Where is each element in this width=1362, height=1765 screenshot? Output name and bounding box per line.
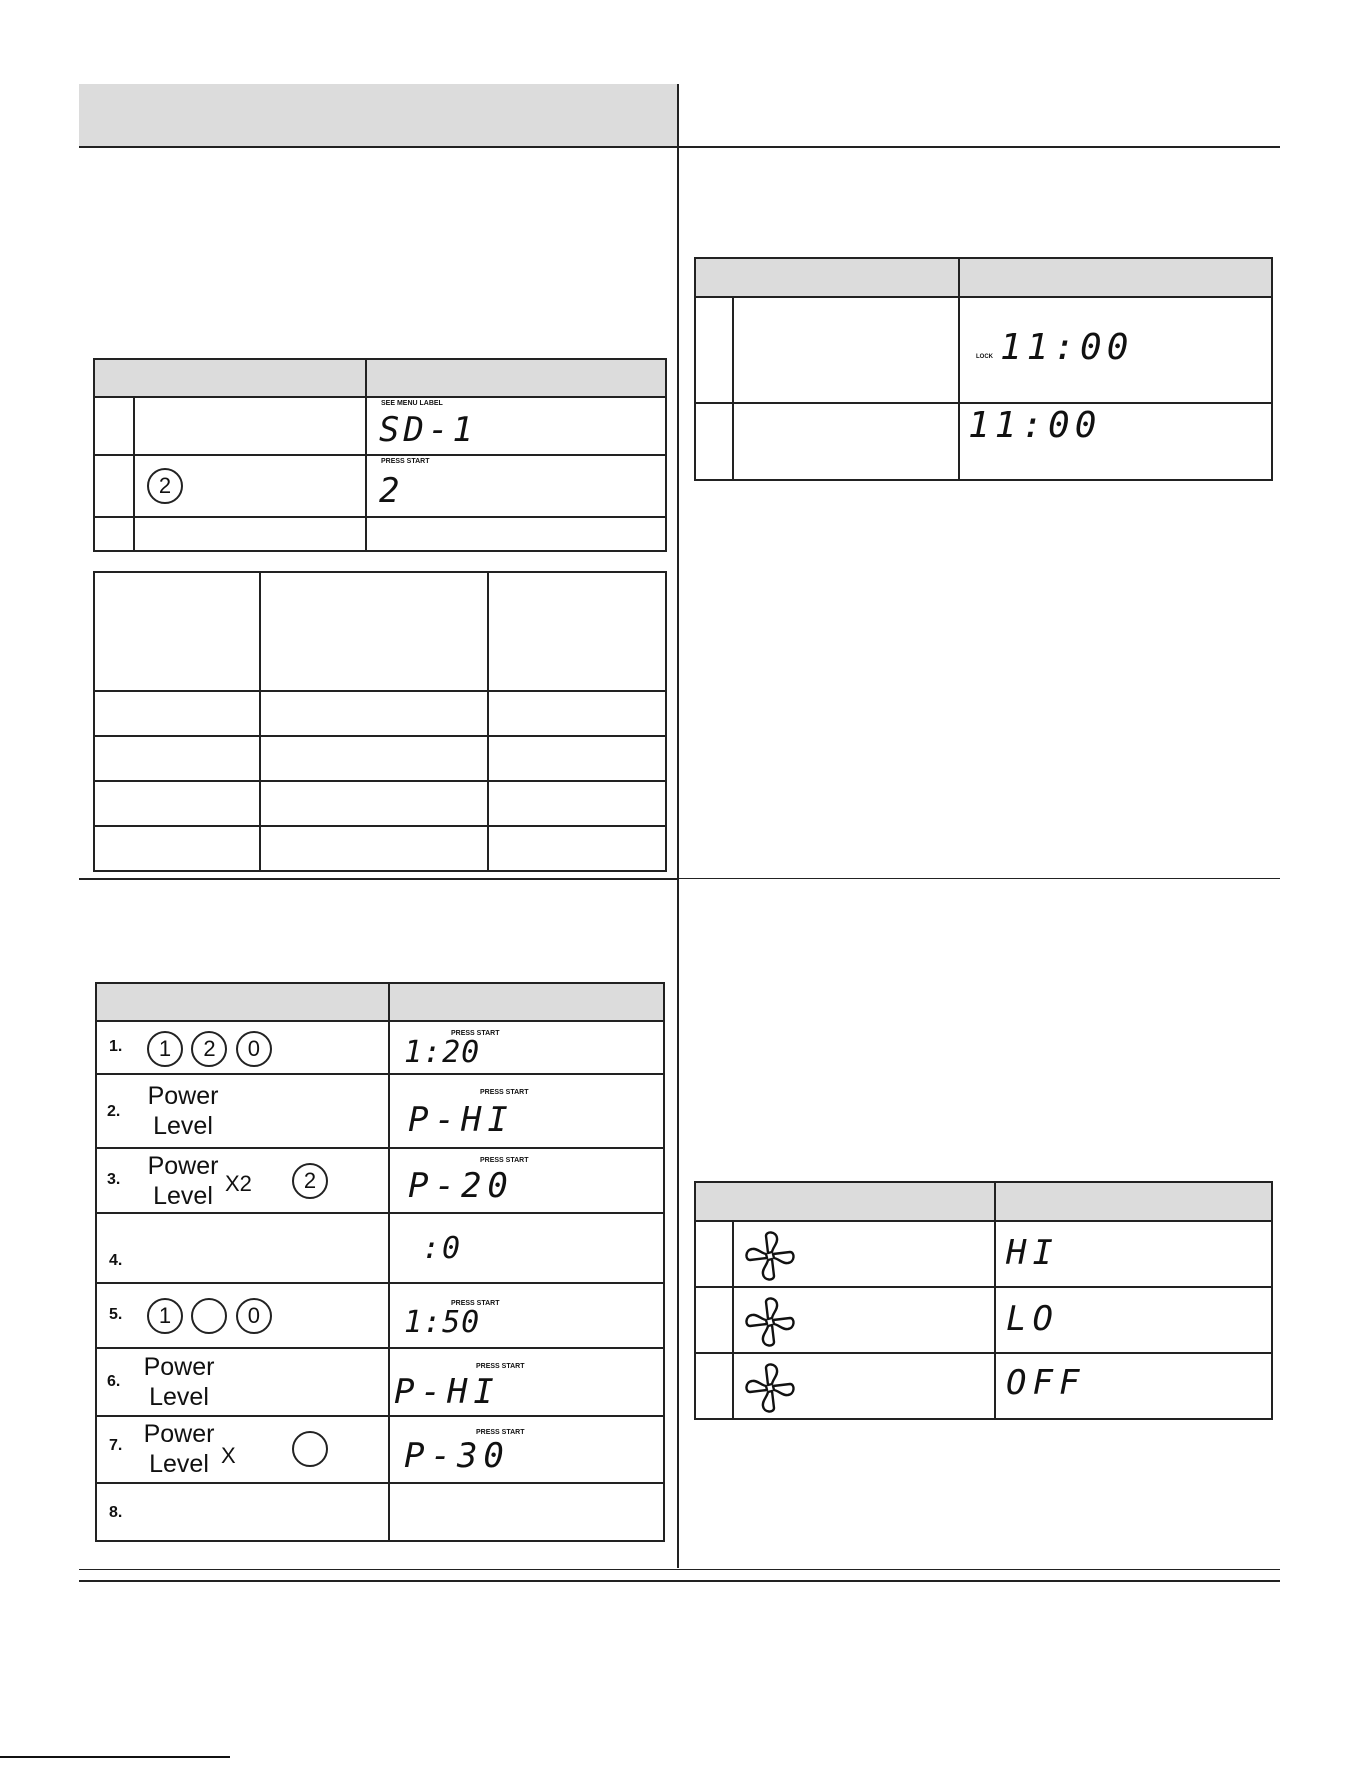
- keypad-button-1[interactable]: 1: [147, 1298, 183, 1334]
- power-level-button[interactable]: Power Level: [147, 1152, 219, 1210]
- multiplier-label: X: [221, 1443, 236, 1468]
- section-header-bar: [79, 84, 677, 147]
- lcd-caption: PRESS START: [381, 458, 430, 465]
- table-row: [96, 1416, 664, 1483]
- lcd-caption: PRESS START: [476, 1363, 525, 1370]
- lcd-display: [389, 1283, 664, 1348]
- lcd-readout: OFF: [1006, 1363, 1086, 1403]
- step-number: 2.: [107, 1103, 121, 1120]
- lcd-display: [389, 1148, 664, 1213]
- step-number: 6.: [107, 1373, 121, 1390]
- table-b: [694, 257, 1273, 481]
- keypad-button-2[interactable]: 2: [191, 1031, 227, 1067]
- table-row: [96, 1074, 664, 1148]
- lcd-display: [389, 1416, 664, 1483]
- table-row: [94, 455, 666, 517]
- lcd-readout: 1:20: [404, 1035, 481, 1070]
- bottom-rule-2: [79, 1580, 1280, 1582]
- lcd-display: [389, 1021, 664, 1074]
- lcd-readout: P-HI: [408, 1100, 514, 1140]
- table-row: [94, 826, 666, 871]
- step-number: 8.: [109, 1504, 123, 1521]
- footer-edge: [0, 1756, 230, 1758]
- lcd-readout: 11:00: [968, 405, 1102, 446]
- lcd-readout: 1:50: [404, 1305, 481, 1340]
- lcd-caption: PRESS START: [480, 1157, 529, 1164]
- table-row: [96, 1283, 664, 1348]
- keypad-button-blank[interactable]: [292, 1431, 328, 1467]
- keypad-button-0[interactable]: 0: [236, 1298, 272, 1334]
- table-row: [94, 736, 666, 781]
- table-a-header-left: [94, 359, 366, 397]
- keypad-button-2[interactable]: 2: [147, 468, 183, 504]
- bottom-rule-1: [79, 1569, 1280, 1570]
- table-a: [93, 358, 667, 552]
- table-row: [94, 781, 666, 826]
- column-divider: [677, 148, 679, 1568]
- lcd-readout: SD-1: [379, 410, 477, 450]
- table-row: [695, 1221, 1272, 1287]
- table-row: [96, 1021, 664, 1074]
- keypad-button-2[interactable]: 2: [292, 1163, 328, 1199]
- lcd-readout: HI: [1006, 1233, 1059, 1273]
- keypad-button-0[interactable]: 0: [236, 1031, 272, 1067]
- table-a-header: [94, 359, 666, 397]
- table-c-header: [96, 983, 664, 1021]
- table-a-header-right: [366, 359, 666, 397]
- step-number: 3.: [107, 1171, 121, 1188]
- header-rule: [79, 146, 1280, 148]
- lcd-caption: PRESS START: [476, 1429, 525, 1436]
- lcd-caption: SEE MENU LABEL: [381, 400, 443, 407]
- keypad-button-1[interactable]: 1: [147, 1031, 183, 1067]
- table-d: [694, 1181, 1273, 1420]
- lcd-readout: 2: [379, 471, 404, 511]
- table-row: [94, 517, 666, 551]
- lcd-caption: PRESS START: [451, 1030, 500, 1037]
- lcd-caption: LOCK: [976, 354, 993, 360]
- lcd-display: [389, 1213, 664, 1283]
- step-number: 1.: [109, 1038, 123, 1055]
- fan-icon[interactable]: [744, 1230, 796, 1282]
- lcd-caption: PRESS START: [451, 1300, 500, 1307]
- table-d-header: [695, 1182, 1272, 1221]
- lcd-readout: P-HI: [394, 1372, 500, 1412]
- table-row: [695, 1287, 1272, 1353]
- lcd-display: [389, 1348, 664, 1416]
- lcd-display: [995, 1221, 1272, 1287]
- table-c: [95, 982, 665, 1542]
- lcd-display: [959, 297, 1272, 403]
- fan-icon[interactable]: [744, 1296, 796, 1348]
- mid-rule-left: [79, 878, 677, 880]
- multiplier-label: X2: [225, 1171, 252, 1196]
- keypad-button-blank[interactable]: [191, 1298, 227, 1334]
- lcd-readout: 11:00: [1000, 327, 1134, 368]
- lcd-readout: P-20: [408, 1166, 514, 1206]
- table-b-header: [695, 258, 1272, 297]
- power-level-button[interactable]: Power Level: [143, 1420, 215, 1478]
- table-a2: [93, 571, 667, 872]
- table-row: [96, 1148, 664, 1213]
- mid-rule-right: [679, 878, 1280, 879]
- lcd-display: [389, 1074, 664, 1148]
- table-a2-header: [94, 572, 666, 691]
- lcd-display: [995, 1353, 1272, 1419]
- lcd-readout: LO: [1006, 1299, 1059, 1339]
- column-divider-top: [677, 84, 679, 149]
- lcd-display: [366, 397, 666, 455]
- lcd-caption: PRESS START: [480, 1089, 529, 1096]
- table-row: [96, 1348, 664, 1416]
- table-row: [695, 403, 1272, 480]
- lcd-display: [366, 455, 666, 517]
- step-number: 4.: [109, 1252, 123, 1269]
- step-number: 5.: [109, 1306, 123, 1323]
- table-row: [96, 1213, 664, 1283]
- fan-icon[interactable]: [744, 1362, 796, 1414]
- power-level-button[interactable]: Power Level: [143, 1353, 215, 1411]
- table-row: [94, 397, 666, 455]
- table-row: [695, 297, 1272, 403]
- lcd-readout: P-30: [404, 1436, 510, 1476]
- table-row: [94, 691, 666, 736]
- lcd-readout: :0: [422, 1231, 463, 1266]
- lcd-display: [959, 403, 1272, 480]
- table-row: [695, 1353, 1272, 1419]
- power-level-button[interactable]: Power Level: [147, 1082, 219, 1140]
- lcd-display: [995, 1287, 1272, 1353]
- table-row: [96, 1483, 664, 1541]
- step-number: 7.: [109, 1437, 123, 1454]
